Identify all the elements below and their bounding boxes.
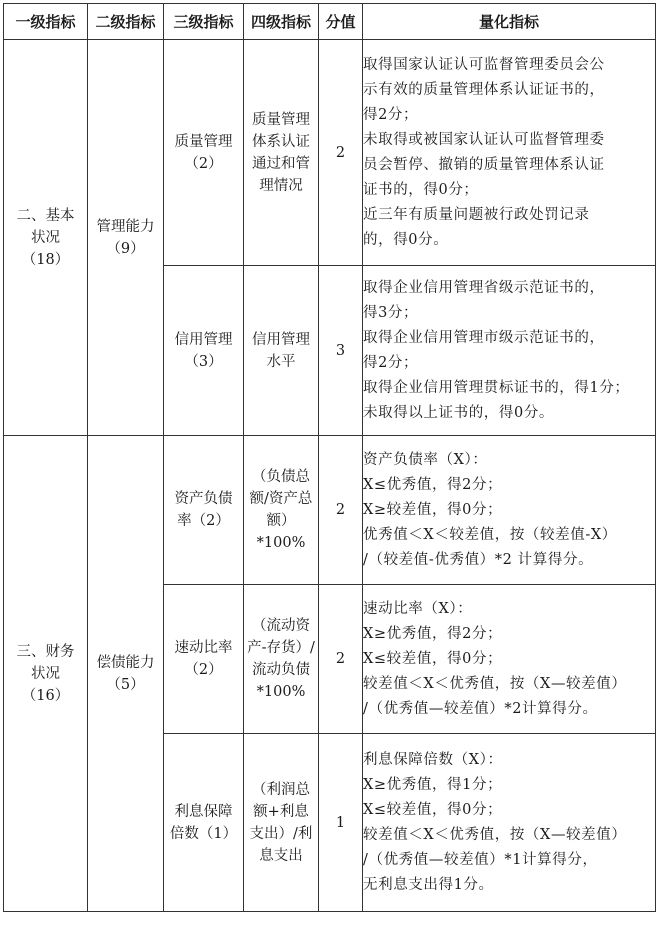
level2-text: 偿债能力 （5）	[96, 654, 155, 693]
quantification-line: 速动比率（X）：	[363, 600, 473, 617]
level3-text: 资产负债 率（2）	[174, 491, 233, 529]
header-row	[4, 4, 656, 40]
level3-cell	[164, 40, 244, 266]
score-cell	[319, 585, 363, 734]
quantification-line: /（优秀值—较差值）*1计算得分，	[363, 851, 598, 868]
quantification-line: 资产负债率（X）：	[363, 451, 488, 468]
quantification-line: 较差值＜X＜优秀值，按（X—较差值）	[363, 675, 627, 692]
header-level4: 四级指标	[244, 4, 319, 40]
quantification-line: 取得企业信用管理省级示范证书的，	[363, 279, 605, 296]
score-text: 2	[335, 651, 346, 667]
quantification-line: X≤较差值，得0分；	[363, 801, 503, 818]
header-level2: 二级指标	[88, 4, 164, 40]
level3-text: 质量管理 （2）	[174, 133, 233, 172]
quantification-line: 较差值＜X＜优秀值，按（X—较差值）	[363, 826, 627, 843]
level4-cell	[244, 266, 319, 436]
score-cell	[319, 734, 363, 912]
level3-cell	[164, 436, 244, 585]
quantification-line: 示有效的质量管理体系认证证书的，	[363, 81, 605, 98]
quantification-line: 未取得或被国家认证认可监督管理委	[363, 131, 605, 148]
level3-cell	[164, 585, 244, 734]
quantification-line: 利息保障倍数（X）：	[363, 751, 503, 768]
quantification-line: X≥优秀值，得1分；	[363, 776, 503, 793]
document-page	[3, 3, 656, 912]
score-cell	[319, 266, 363, 436]
level1-cell	[4, 436, 88, 912]
quantification-line: X≥优秀值，得2分；	[363, 625, 503, 642]
quantification-cell	[363, 585, 656, 734]
level2-text: 管理能力 （9）	[96, 218, 155, 257]
quantification-line: 得3分；	[363, 304, 419, 321]
level3-text: 利息保障 倍数（1）	[169, 803, 238, 842]
level4-cell	[244, 436, 319, 585]
quantification-line: 未取得以上证书的，得0分。	[363, 404, 555, 421]
level4-text: （负债总 额/资产总 额）*100%	[249, 469, 313, 551]
quantification-cell	[363, 40, 656, 266]
quantification-line: 得2分；	[363, 354, 419, 371]
quantification-line: X≤较差值，得0分；	[363, 650, 503, 667]
score-cell	[319, 40, 363, 266]
quantification-line: 取得企业信用管理贯标证书的，得1分；	[363, 379, 630, 396]
quantification-line: X≤优秀值，得2分；	[363, 476, 503, 493]
quantification-line: 取得国家认证认可监督管理委员会公	[363, 56, 605, 73]
quantification-line: 员会暂停、撤销的质量管理体系认证	[363, 156, 605, 173]
level2-cell	[88, 436, 164, 912]
metrics-table	[3, 3, 656, 912]
score-text: 2	[335, 144, 346, 161]
level4-cell	[244, 585, 319, 734]
level2-cell	[88, 40, 164, 436]
level1-text: 三、财务 状况 （16）	[16, 643, 75, 704]
level1-text: 二、基本 状况 （18）	[16, 207, 75, 268]
quantification-line: 证书的，得0分；	[363, 181, 479, 198]
header-quantification: 量化指标	[363, 4, 656, 40]
quantification-cell	[363, 734, 656, 912]
level4-text: 信用管理 水平	[252, 331, 310, 370]
header-level1: 一级指标	[4, 4, 88, 40]
score-cell	[319, 436, 363, 585]
quantification-line: 无利息支出得1分。	[363, 876, 494, 893]
level3-text: 速动比率 （2）	[174, 640, 233, 678]
header-score: 分值	[319, 4, 363, 40]
level4-cell	[244, 734, 319, 912]
level3-cell	[164, 734, 244, 912]
score-text: 3	[335, 342, 346, 359]
quantification-line: /（较差值-优秀值）*2 计算得分。	[363, 551, 594, 568]
table-row	[4, 436, 656, 585]
level4-text: 质量管理 体系认证 通过和管 理情况	[252, 111, 310, 194]
quantification-cell	[363, 436, 656, 585]
quantification-line: 得2分；	[363, 106, 419, 123]
header-level3: 三级指标	[164, 4, 244, 40]
table-row	[4, 40, 656, 266]
score-text: 1	[335, 814, 346, 831]
level4-cell	[244, 40, 319, 266]
quantification-line: X≥较差值，得0分；	[363, 501, 503, 518]
quantification-cell	[363, 266, 656, 436]
quantification-line: /（优秀值—较差值）*2计算得分。	[363, 700, 598, 717]
level3-text: 信用管理 （3）	[174, 331, 233, 370]
level4-text: （流动资 产-存货）/ 流动负债 *100%	[247, 618, 315, 700]
quantification-line: 优秀值＜X＜较差值，按（较差值-X）	[363, 526, 617, 543]
quantification-line: 的，得0分。	[363, 231, 449, 248]
quantification-line: 近三年有质量问题被行政处罚记录	[363, 206, 590, 223]
score-text: 2	[335, 502, 346, 518]
quantification-line: 取得企业信用管理市级示范证书的，	[363, 329, 605, 346]
level3-cell	[164, 266, 244, 436]
level1-cell	[4, 40, 88, 436]
level4-text: （利润总 额+利息 支出）/利 息支出	[249, 781, 313, 864]
